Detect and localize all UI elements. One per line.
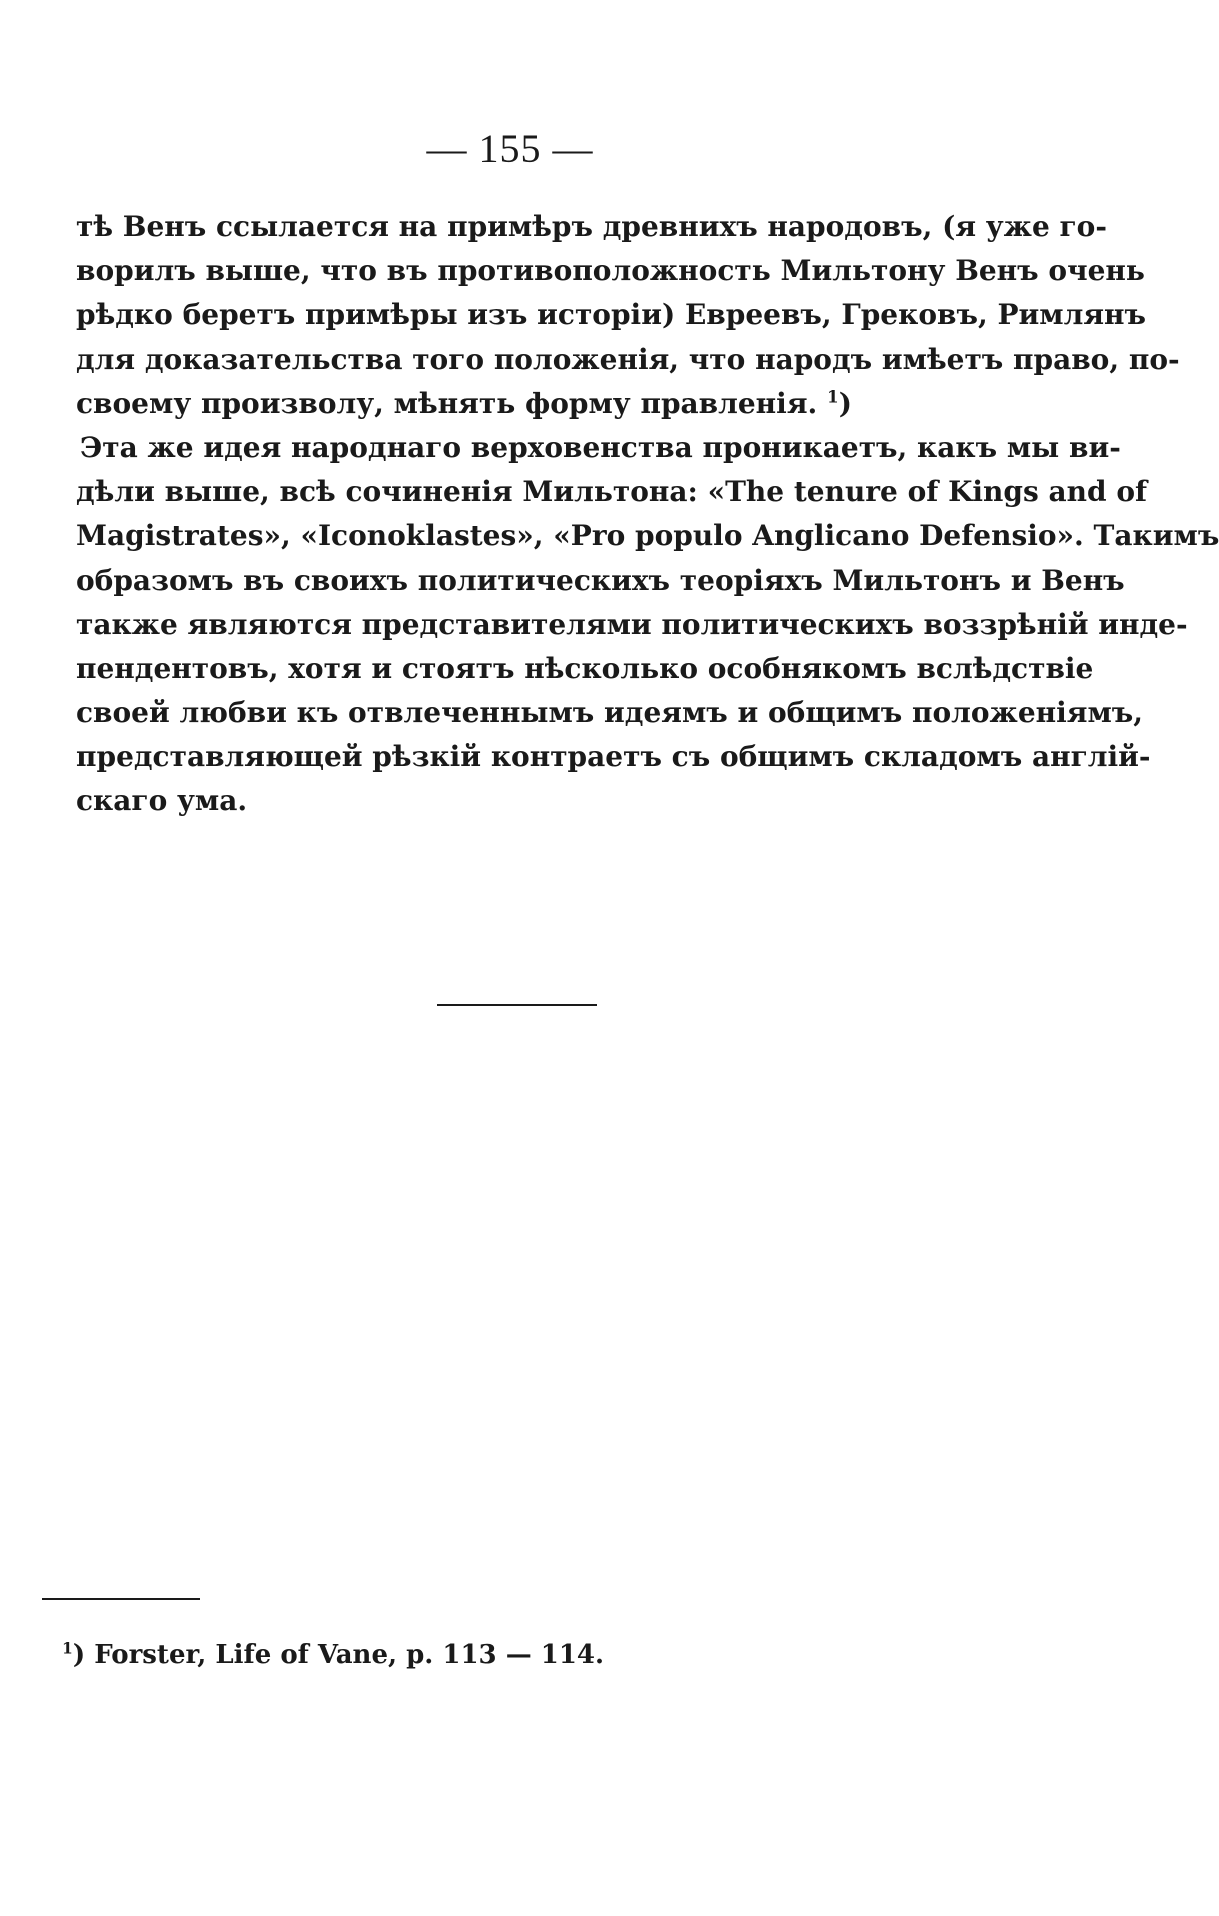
footnote-reference-paren: ) xyxy=(838,386,852,420)
paragraph-2-line-6: пендентовъ, хотя и стоятъ нѣсколько особнякомъ вслѣдствіе xyxy=(76,651,1094,685)
page-number: — 155 — xyxy=(426,126,594,171)
paragraph-2-line-1: Эта же идея народнаго верховенства проникаетъ, какъ мы ви- xyxy=(80,430,1121,464)
paragraph-2-line-8: представляющей рѣзкій контраетъ съ общимъ складомъ англій- xyxy=(76,740,1151,774)
paragraph-2-line-2: дѣли выше, всѣ сочиненія Мильтона: «The tenure of Kings and of xyxy=(76,475,1148,509)
paragraph-2-line-3: Magistrates», «Iconoklastes», «Pro populo Anglicano Defensio». Такимъ xyxy=(76,519,1219,553)
footnote-rule xyxy=(42,1598,200,1600)
body-text xyxy=(76,205,1219,824)
paragraph-1-line-4: для доказательства того положенія, что народъ имѣетъ право, по- xyxy=(76,342,1180,376)
footnote-text: ) Forster, Life of Vane, p. 113 — 114. xyxy=(72,1640,605,1670)
section-separator-rule xyxy=(437,1004,597,1006)
paragraph-1-line-5 xyxy=(76,382,1000,426)
footnote-marker: 1 xyxy=(62,1638,73,1658)
footnote-reference: 1 xyxy=(827,386,839,407)
paragraph-2-line-4: образомъ въ своихъ политическихъ теоріяхъ Мильтонъ и Венъ xyxy=(76,563,1125,597)
paragraph-1-line-1: тѣ Венъ ссылается на примѣръ древнихъ народовъ, (я уже го- xyxy=(76,210,1107,243)
paragraph-2-line-7: своей любви къ отвлеченнымъ идеямъ и общимъ положеніямъ, xyxy=(76,696,1144,730)
paragraph-2-line-5: также являются представителями политическихъ воззрѣній инде- xyxy=(76,607,1188,641)
paragraph-2-line-9: скаго ума. xyxy=(76,784,248,818)
paragraph-1-line-3: рѣдко беретъ примѣры изъ исторіи) Евреевъ, Грековъ, Римлянъ xyxy=(76,298,1146,332)
footnote xyxy=(62,1640,604,1670)
paragraph-1-last-line-text: своему произволу, мѣнять форму правленія. xyxy=(76,386,818,420)
paragraph-1-line-2: ворилъ выше, что въ противоположность Мильтону Венъ очень xyxy=(76,254,1145,288)
